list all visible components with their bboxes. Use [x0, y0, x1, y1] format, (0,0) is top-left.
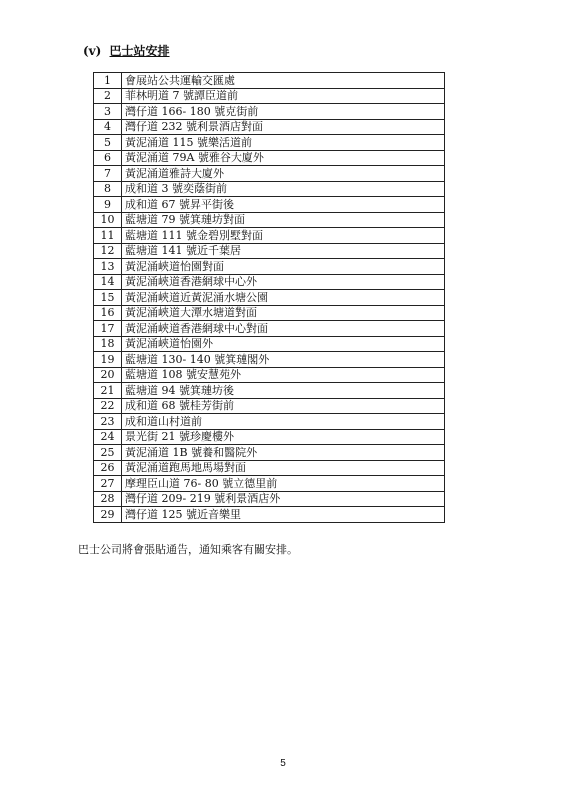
stop-number: 26	[94, 460, 122, 476]
stop-number: 4	[94, 119, 122, 135]
stop-number: 25	[94, 445, 122, 461]
table-row	[94, 181, 445, 197]
stop-number: 29	[94, 507, 122, 523]
stop-number: 2	[94, 88, 122, 104]
table-row	[94, 352, 445, 368]
table-row	[94, 104, 445, 120]
stop-number: 11	[94, 228, 122, 244]
table-row	[94, 88, 445, 104]
table-row	[94, 119, 445, 135]
table-row	[94, 274, 445, 290]
table-row	[94, 243, 445, 259]
stop-location: 菲林明道 7 號譚臣道前	[122, 88, 445, 104]
table-row	[94, 212, 445, 228]
table-row	[94, 414, 445, 430]
table-row	[94, 491, 445, 507]
section-marker: (v)	[83, 44, 102, 58]
stop-number: 19	[94, 352, 122, 368]
stop-number: 22	[94, 398, 122, 414]
stop-location: 成和道山村道前	[122, 414, 445, 430]
stop-number: 6	[94, 150, 122, 166]
stop-number: 9	[94, 197, 122, 213]
stop-location: 黃泥涌道 1B 號養和醫院外	[122, 445, 445, 461]
stop-location: 黃泥涌峽道近黃泥涌水塘公園	[122, 290, 445, 306]
table-row	[94, 507, 445, 523]
stop-location: 黃泥涌峽道大潭水塘道對面	[122, 305, 445, 321]
stop-number: 13	[94, 259, 122, 275]
stop-number: 24	[94, 429, 122, 445]
table-row	[94, 445, 445, 461]
table-row	[94, 197, 445, 213]
stop-location: 黃泥涌道雅詩大廈外	[122, 166, 445, 182]
stop-number: 28	[94, 491, 122, 507]
stop-number: 15	[94, 290, 122, 306]
stop-location: 景光街 21 號珍慶樓外	[122, 429, 445, 445]
stop-number: 21	[94, 383, 122, 399]
stop-number: 16	[94, 305, 122, 321]
table-row	[94, 73, 445, 89]
stop-number: 3	[94, 104, 122, 120]
bus-stop-table-body	[94, 73, 445, 523]
stop-location: 藍塘道 108 號安慧苑外	[122, 367, 445, 383]
stop-number: 5	[94, 135, 122, 151]
stop-location: 摩理臣山道 76- 80 號立德里前	[122, 476, 445, 492]
table-row	[94, 460, 445, 476]
stop-location: 藍塘道 111 號金碧別墅對面	[122, 228, 445, 244]
stop-number: 27	[94, 476, 122, 492]
table-row	[94, 166, 445, 182]
stop-location: 黃泥涌道 115 號樂活道前	[122, 135, 445, 151]
stop-number: 10	[94, 212, 122, 228]
stop-number: 7	[94, 166, 122, 182]
stop-number: 18	[94, 336, 122, 352]
table-row	[94, 135, 445, 151]
stop-location: 黃泥涌峽道香港網球中心對面	[122, 321, 445, 337]
table-row	[94, 228, 445, 244]
stop-number: 17	[94, 321, 122, 337]
table-row	[94, 321, 445, 337]
section-heading	[83, 42, 170, 59]
stop-number: 14	[94, 274, 122, 290]
stop-location: 藍塘道 130- 140 號箕璉閣外	[122, 352, 445, 368]
stop-location: 藍塘道 141 號近千葉居	[122, 243, 445, 259]
table-row	[94, 476, 445, 492]
table-row	[94, 429, 445, 445]
stop-number: 12	[94, 243, 122, 259]
stop-number: 1	[94, 73, 122, 89]
table-row	[94, 398, 445, 414]
stop-location: 成和道 3 號奕蔭街前	[122, 181, 445, 197]
stop-location: 灣仔道 209- 219 號利景酒店外	[122, 491, 445, 507]
table-row	[94, 383, 445, 399]
passenger-notice: 巴士公司將會張貼通告，通知乘客有關安排。	[78, 543, 298, 556]
stop-location: 黃泥涌峽道香港網球中心外	[122, 274, 445, 290]
stop-location: 成和道 68 號桂芳街前	[122, 398, 445, 414]
stop-location: 灣仔道 166- 180 號克街前	[122, 104, 445, 120]
section-title: 巴士站安排	[109, 44, 170, 58]
table-row	[94, 305, 445, 321]
stop-location: 黃泥涌峽道怡園外	[122, 336, 445, 352]
stop-number: 23	[94, 414, 122, 430]
stop-location: 灣仔道 125 號近音樂里	[122, 507, 445, 523]
table-row	[94, 367, 445, 383]
bus-stop-table	[93, 72, 445, 523]
table-row	[94, 336, 445, 352]
page-number: 5	[280, 758, 286, 769]
stop-location: 黃泥涌道跑馬地馬場對面	[122, 460, 445, 476]
table-row	[94, 259, 445, 275]
stop-number: 8	[94, 181, 122, 197]
stop-location: 藍塘道 94 號箕璉坊後	[122, 383, 445, 399]
stop-location: 會展站公共運輸交匯處	[122, 73, 445, 89]
table-row	[94, 150, 445, 166]
stop-location: 黃泥涌道 79A 號雅谷大廈外	[122, 150, 445, 166]
stop-location: 灣仔道 232 號利景酒店對面	[122, 119, 445, 135]
stop-location: 藍塘道 79 號箕璉坊對面	[122, 212, 445, 228]
stop-number: 20	[94, 367, 122, 383]
table-row	[94, 290, 445, 306]
stop-location: 成和道 67 號昇平街後	[122, 197, 445, 213]
stop-location: 黃泥涌峽道怡園對面	[122, 259, 445, 275]
